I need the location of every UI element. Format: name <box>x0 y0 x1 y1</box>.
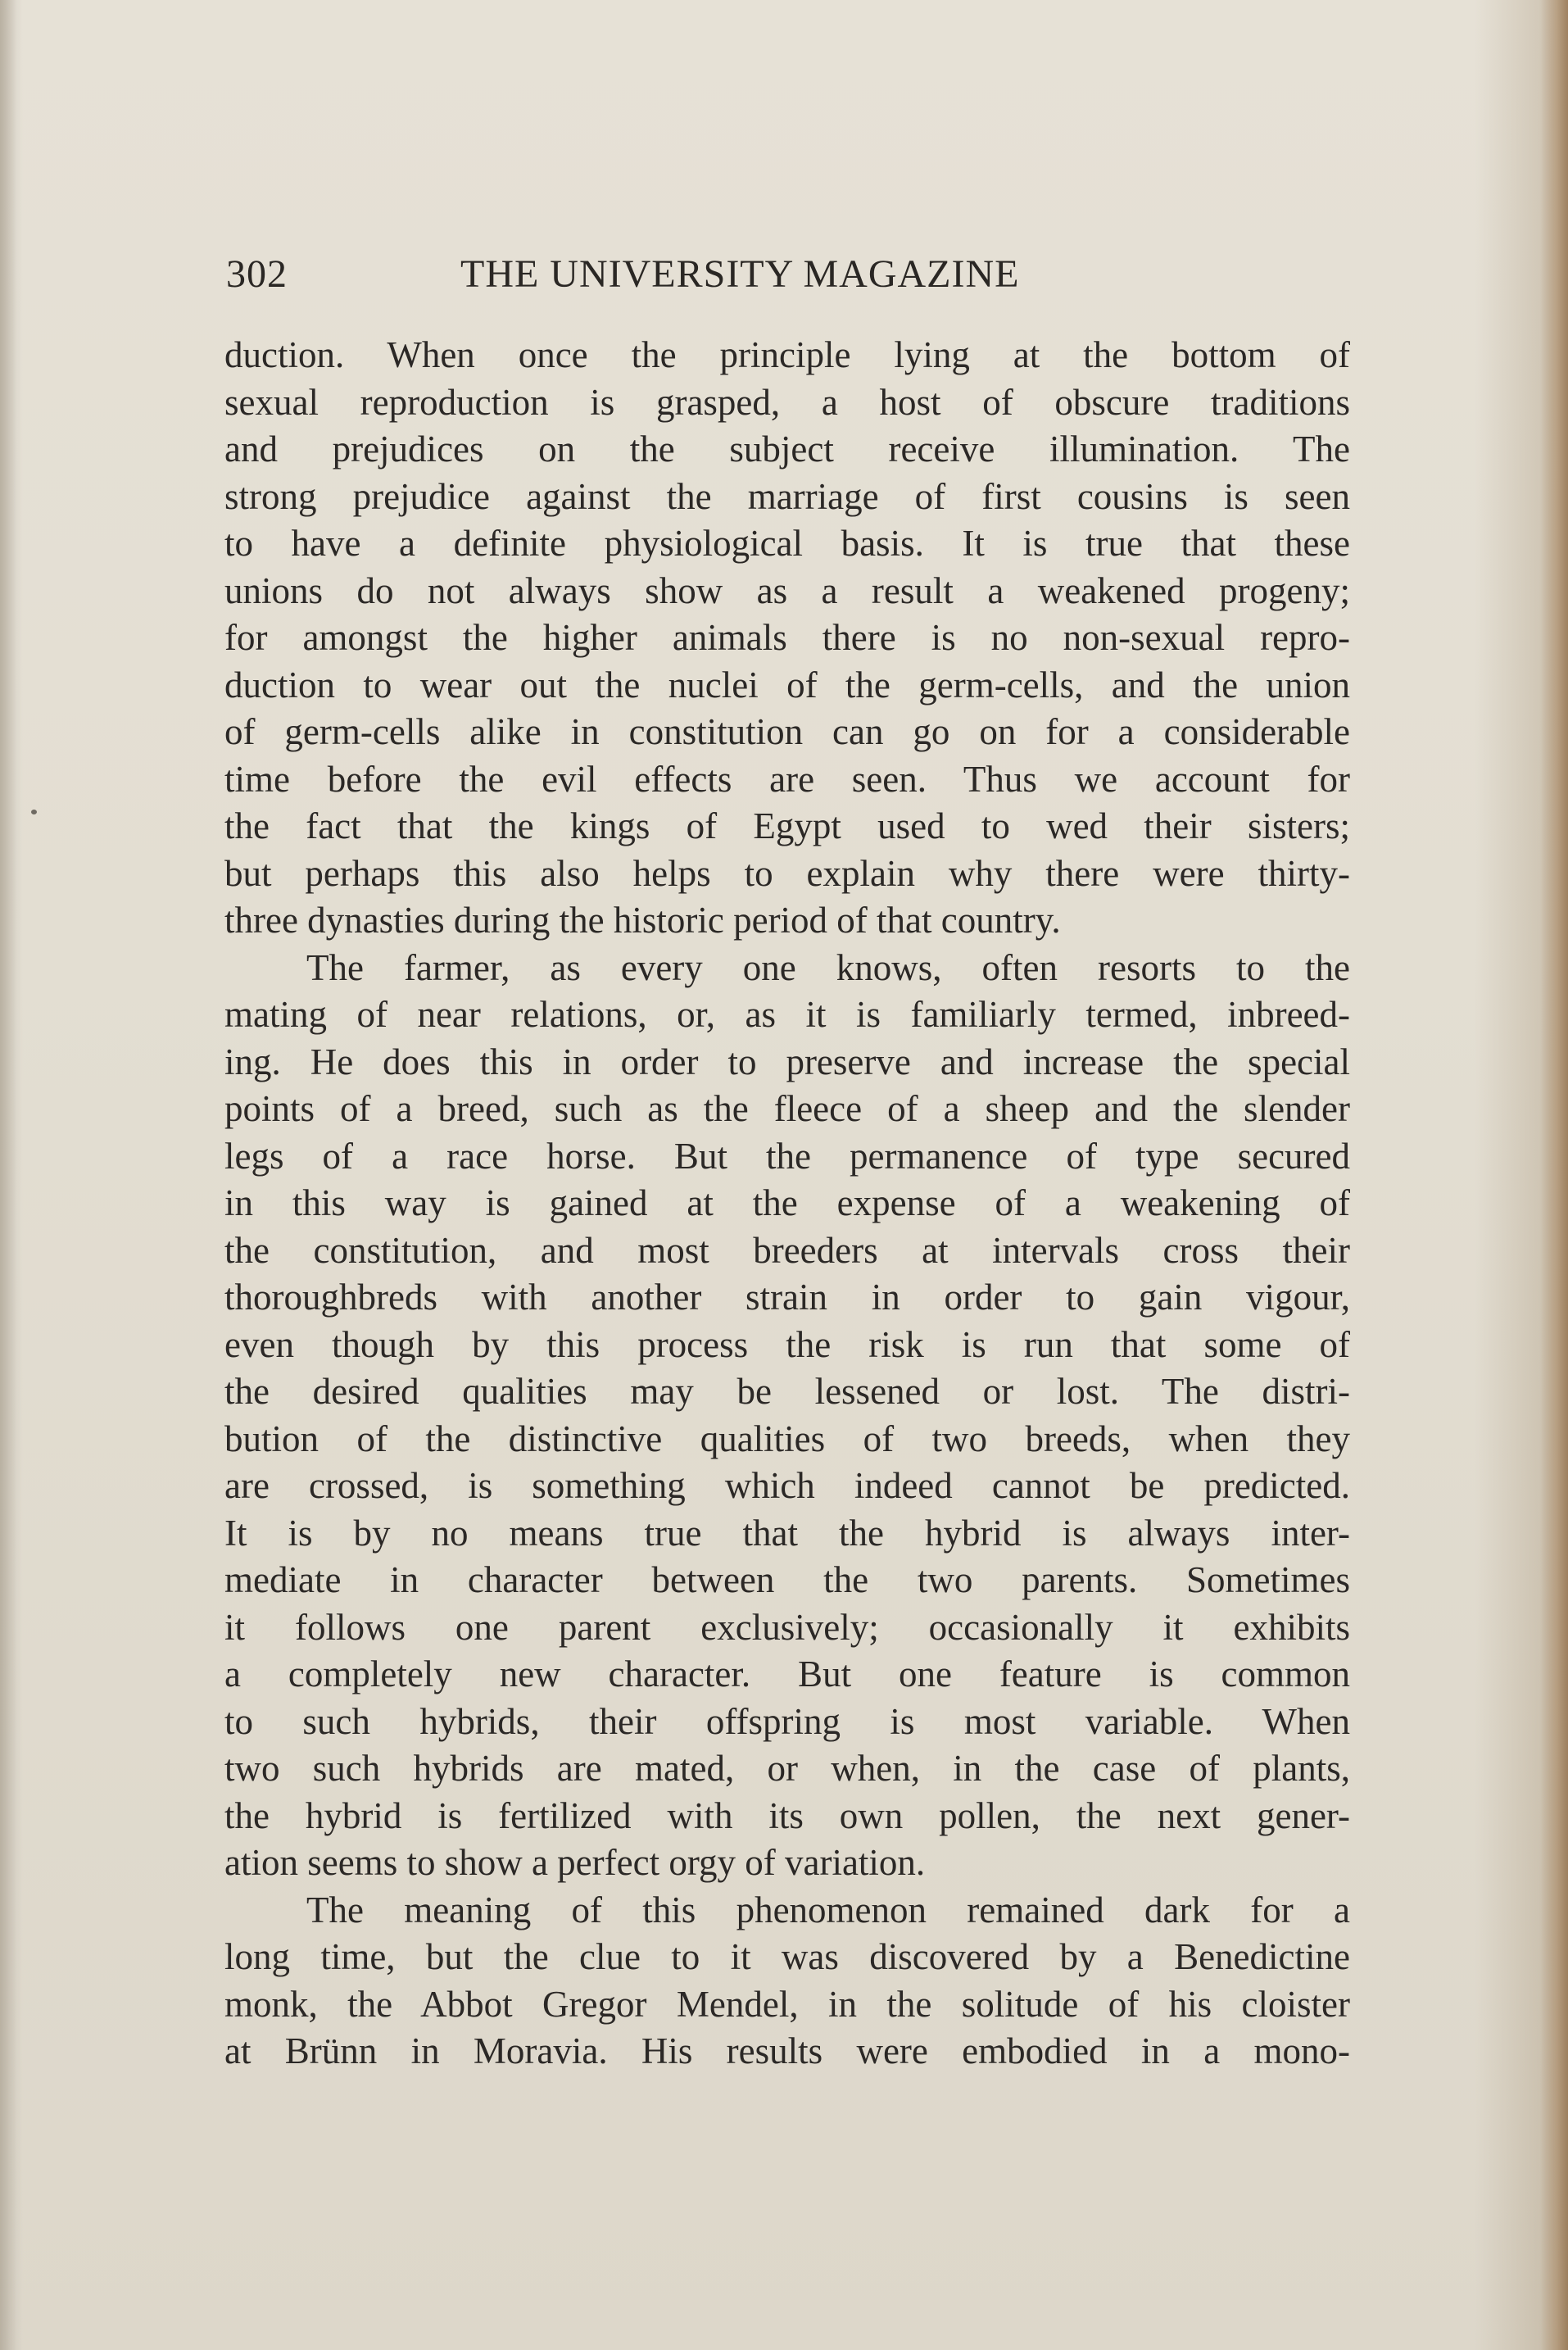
page-number: 302 <box>226 252 288 296</box>
page-edge-tint <box>1540 0 1568 2350</box>
text-line: but perhaps this also helps to explain why there were thirty- <box>224 852 1350 894</box>
text-line: are crossed, is something which indeed cannot be predicted. <box>224 1465 1350 1506</box>
text-line: a completely new character. But one feature is common <box>224 1654 1350 1694</box>
body-text <box>224 332 1350 2076</box>
text-line: ing. He does this in order to preserve and increase the special <box>224 1041 1350 1082</box>
paragraph-end-line: ation seems to show a perfect orgy of variation. <box>224 1842 926 1883</box>
text-line: the desired qualities may be lessened or lost. The distri- <box>224 1371 1350 1412</box>
text-line: it follows one parent exclusively; occasionally it exhibits <box>224 1606 1350 1648</box>
paragraph-start-line: The meaning of this phenomenon remained dark for a <box>306 1889 1350 1930</box>
text-line: even though by this process the risk is run that some of <box>224 1323 1350 1365</box>
text-line: mating of near relations, or, as it is familiarly termed, inbreed- <box>224 994 1350 1035</box>
text-line: monk, the Abbot Gregor Mendel, in the solitude of his cloister <box>224 1983 1350 2025</box>
text-line: mediate in character between the two parents. Sometimes <box>224 1559 1350 1600</box>
text-line: unions do not always show as a result a weakened progeny; <box>224 569 1350 611</box>
text-line: sexual reproduction is grasped, a host of obscure traditions <box>224 381 1350 423</box>
text-line: to such hybrids, their offspring is most variable. When <box>224 1700 1350 1742</box>
binding-gutter-shadow <box>0 0 16 2350</box>
text-line: the hybrid is fertilized with its own pollen, the next gener- <box>224 1794 1350 1836</box>
text-line: time before the evil effects are seen. Thus we account for <box>224 758 1350 800</box>
text-line: the constitution, and most breeders at intervals cross their <box>224 1229 1350 1271</box>
paragraph-end-line: three dynasties during the historic period of that country. <box>224 900 1061 941</box>
text-line: for amongst the higher animals there is no non-sexual repro- <box>224 617 1350 658</box>
text-line: duction. When once the principle lying at the bottom of <box>224 334 1350 375</box>
text-line: in this way is gained at the expense of a weakening of <box>224 1182 1350 1223</box>
text-line: the fact that the kings of Egypt used to wed their sisters; <box>224 805 1350 846</box>
text-line: bution of the distinctive qualities of two breeds, when they <box>224 1418 1350 1459</box>
text-line: points of a breed, such as the fleece of a sheep and the slender <box>224 1088 1350 1129</box>
paragraph-start-line: The farmer, as every one knows, often resorts to the <box>306 946 1350 988</box>
text-line: strong prejudice against the marriage of first cousins is seen <box>224 475 1350 517</box>
running-title: THE UNIVERSITY MAGAZINE <box>460 252 1020 296</box>
text-line: two such hybrids are mated, or when, in the case of plants, <box>224 1748 1350 1789</box>
text-line: thoroughbreds with another strain in order to gain vigour, <box>224 1277 1350 1318</box>
text-line: to have a definite physiological basis. It is true that these <box>224 523 1350 564</box>
page-header <box>226 246 1350 303</box>
text-line: of germ-cells alike in constitution can go on for a considerable <box>224 711 1350 752</box>
text-line: and prejudices on the subject receive illumination. The <box>224 429 1350 470</box>
text-line: legs of a race horse. But the permanence of type secured <box>224 1135 1350 1177</box>
text-line: It is by no means true that the hybrid is always inter- <box>224 1512 1350 1554</box>
text-line: long time, but the clue to it was discovered by a Benedictine <box>224 1936 1350 1977</box>
text-line: at Brünn in Moravia. His results were embodied in a mono- <box>224 2030 1350 2071</box>
text-line: duction to wear out the nuclei of the germ-cells, and the union <box>224 664 1350 705</box>
paper-speck <box>31 810 37 814</box>
